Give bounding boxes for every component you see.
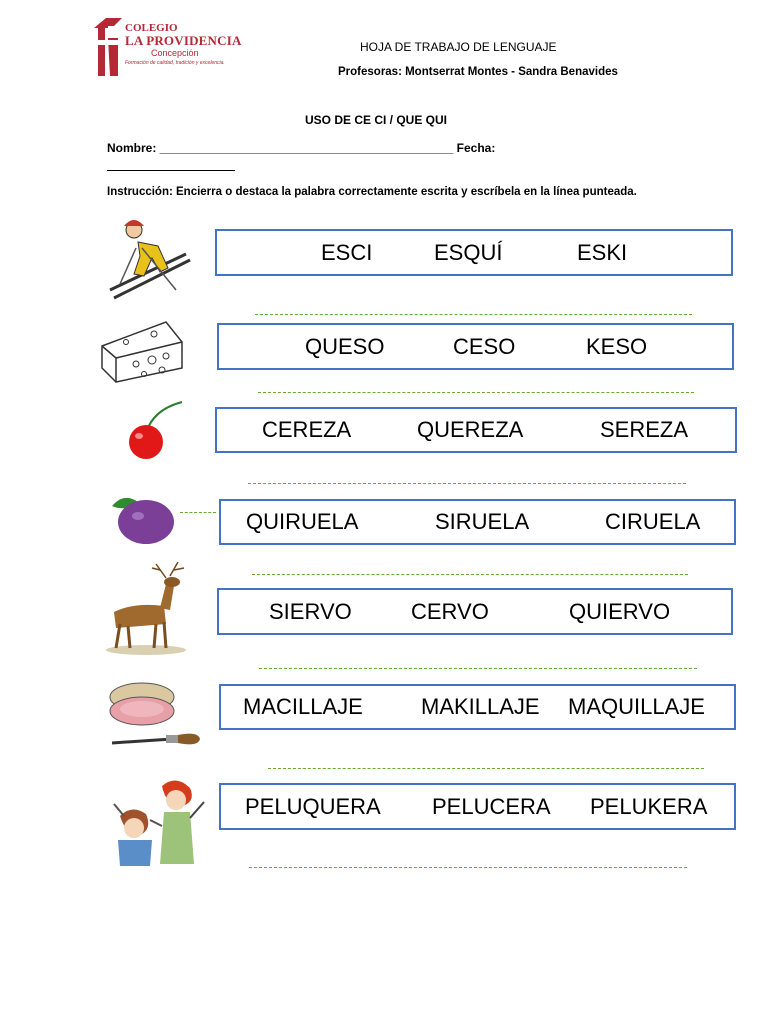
exercise-box-7 — [219, 783, 736, 830]
school-motto: Formación de calidad, tradición y excelencia. — [125, 60, 225, 66]
exercise-box-2 — [217, 323, 734, 370]
word-option[interactable]: ESCI — [321, 239, 373, 265]
exercise-box-4 — [219, 499, 736, 545]
word-option[interactable]: PELUQUERA — [245, 793, 381, 819]
word-option[interactable]: MAKILLAJE — [421, 694, 540, 719]
answer-line-2[interactable] — [258, 392, 694, 393]
skier-image — [106, 212, 204, 304]
worksheet-title: HOJA DE TRABAJO DE LENGUAJE — [360, 40, 557, 54]
school-name-line2: LA PROVIDENCIA — [125, 33, 242, 48]
teachers-line: Profesoras: Montserrat Montes - Sandra Benavides — [338, 66, 618, 78]
school-logo-text — [125, 22, 250, 66]
word-option[interactable]: SIERVO — [269, 598, 352, 624]
word-option[interactable]: ESKI — [577, 239, 628, 265]
answer-line-4[interactable] — [252, 574, 688, 575]
worksheet-subtitle: USO DE CE CI / QUE QUI — [305, 113, 448, 127]
cheese-image — [96, 316, 188, 386]
plum-image — [104, 488, 176, 546]
answer-line-3[interactable] — [248, 483, 686, 484]
word-option[interactable]: CIRUELA — [605, 509, 701, 534]
hairdresser-image — [106, 776, 212, 868]
answer-line-5[interactable] — [259, 668, 697, 669]
makeup-image — [106, 673, 202, 751]
word-option[interactable]: SIRUELA — [435, 509, 530, 534]
word-option[interactable]: KESO — [586, 333, 648, 359]
exercise-box-3 — [215, 407, 737, 453]
school-city: Concepción — [151, 48, 199, 58]
word-option[interactable]: PELUCERA — [432, 793, 551, 819]
word-option[interactable]: MACILLAJE — [243, 694, 363, 719]
word-option[interactable]: ESQUÍ — [434, 239, 503, 265]
word-option[interactable]: QUEREZA — [417, 417, 524, 442]
answer-line-1[interactable] — [255, 314, 692, 315]
exercise-box-5 — [217, 588, 733, 635]
date-blank-line — [107, 160, 235, 171]
plum-dash-mark — [180, 512, 216, 513]
word-option[interactable]: SEREZA — [600, 417, 689, 442]
word-option[interactable]: MAQUILLAJE — [568, 694, 705, 719]
cherry-image — [122, 398, 192, 460]
word-option[interactable]: QUIRUELA — [246, 509, 359, 534]
school-name-line1: COLEGIO — [125, 22, 178, 34]
word-option[interactable]: CERVO — [411, 598, 489, 624]
word-option[interactable]: QUIERVO — [569, 598, 671, 624]
exercise-box-1 — [215, 229, 733, 276]
name-date-line: Nombre: ____________________________________________ Fecha: — [107, 141, 496, 155]
exercise-box-6 — [219, 684, 736, 730]
word-option[interactable]: CEREZA — [262, 417, 352, 442]
deer-image — [104, 562, 188, 656]
word-option[interactable]: CESO — [453, 333, 516, 359]
answer-line-6[interactable] — [268, 768, 704, 769]
answer-line-7[interactable] — [249, 867, 687, 868]
word-option[interactable]: PELUKERA — [590, 793, 708, 819]
instruction: Instrucción: Encierra o destaca la palabra correctamente escrita y escríbela en la línea punteada. — [107, 186, 637, 198]
word-option[interactable]: QUESO — [305, 333, 385, 359]
